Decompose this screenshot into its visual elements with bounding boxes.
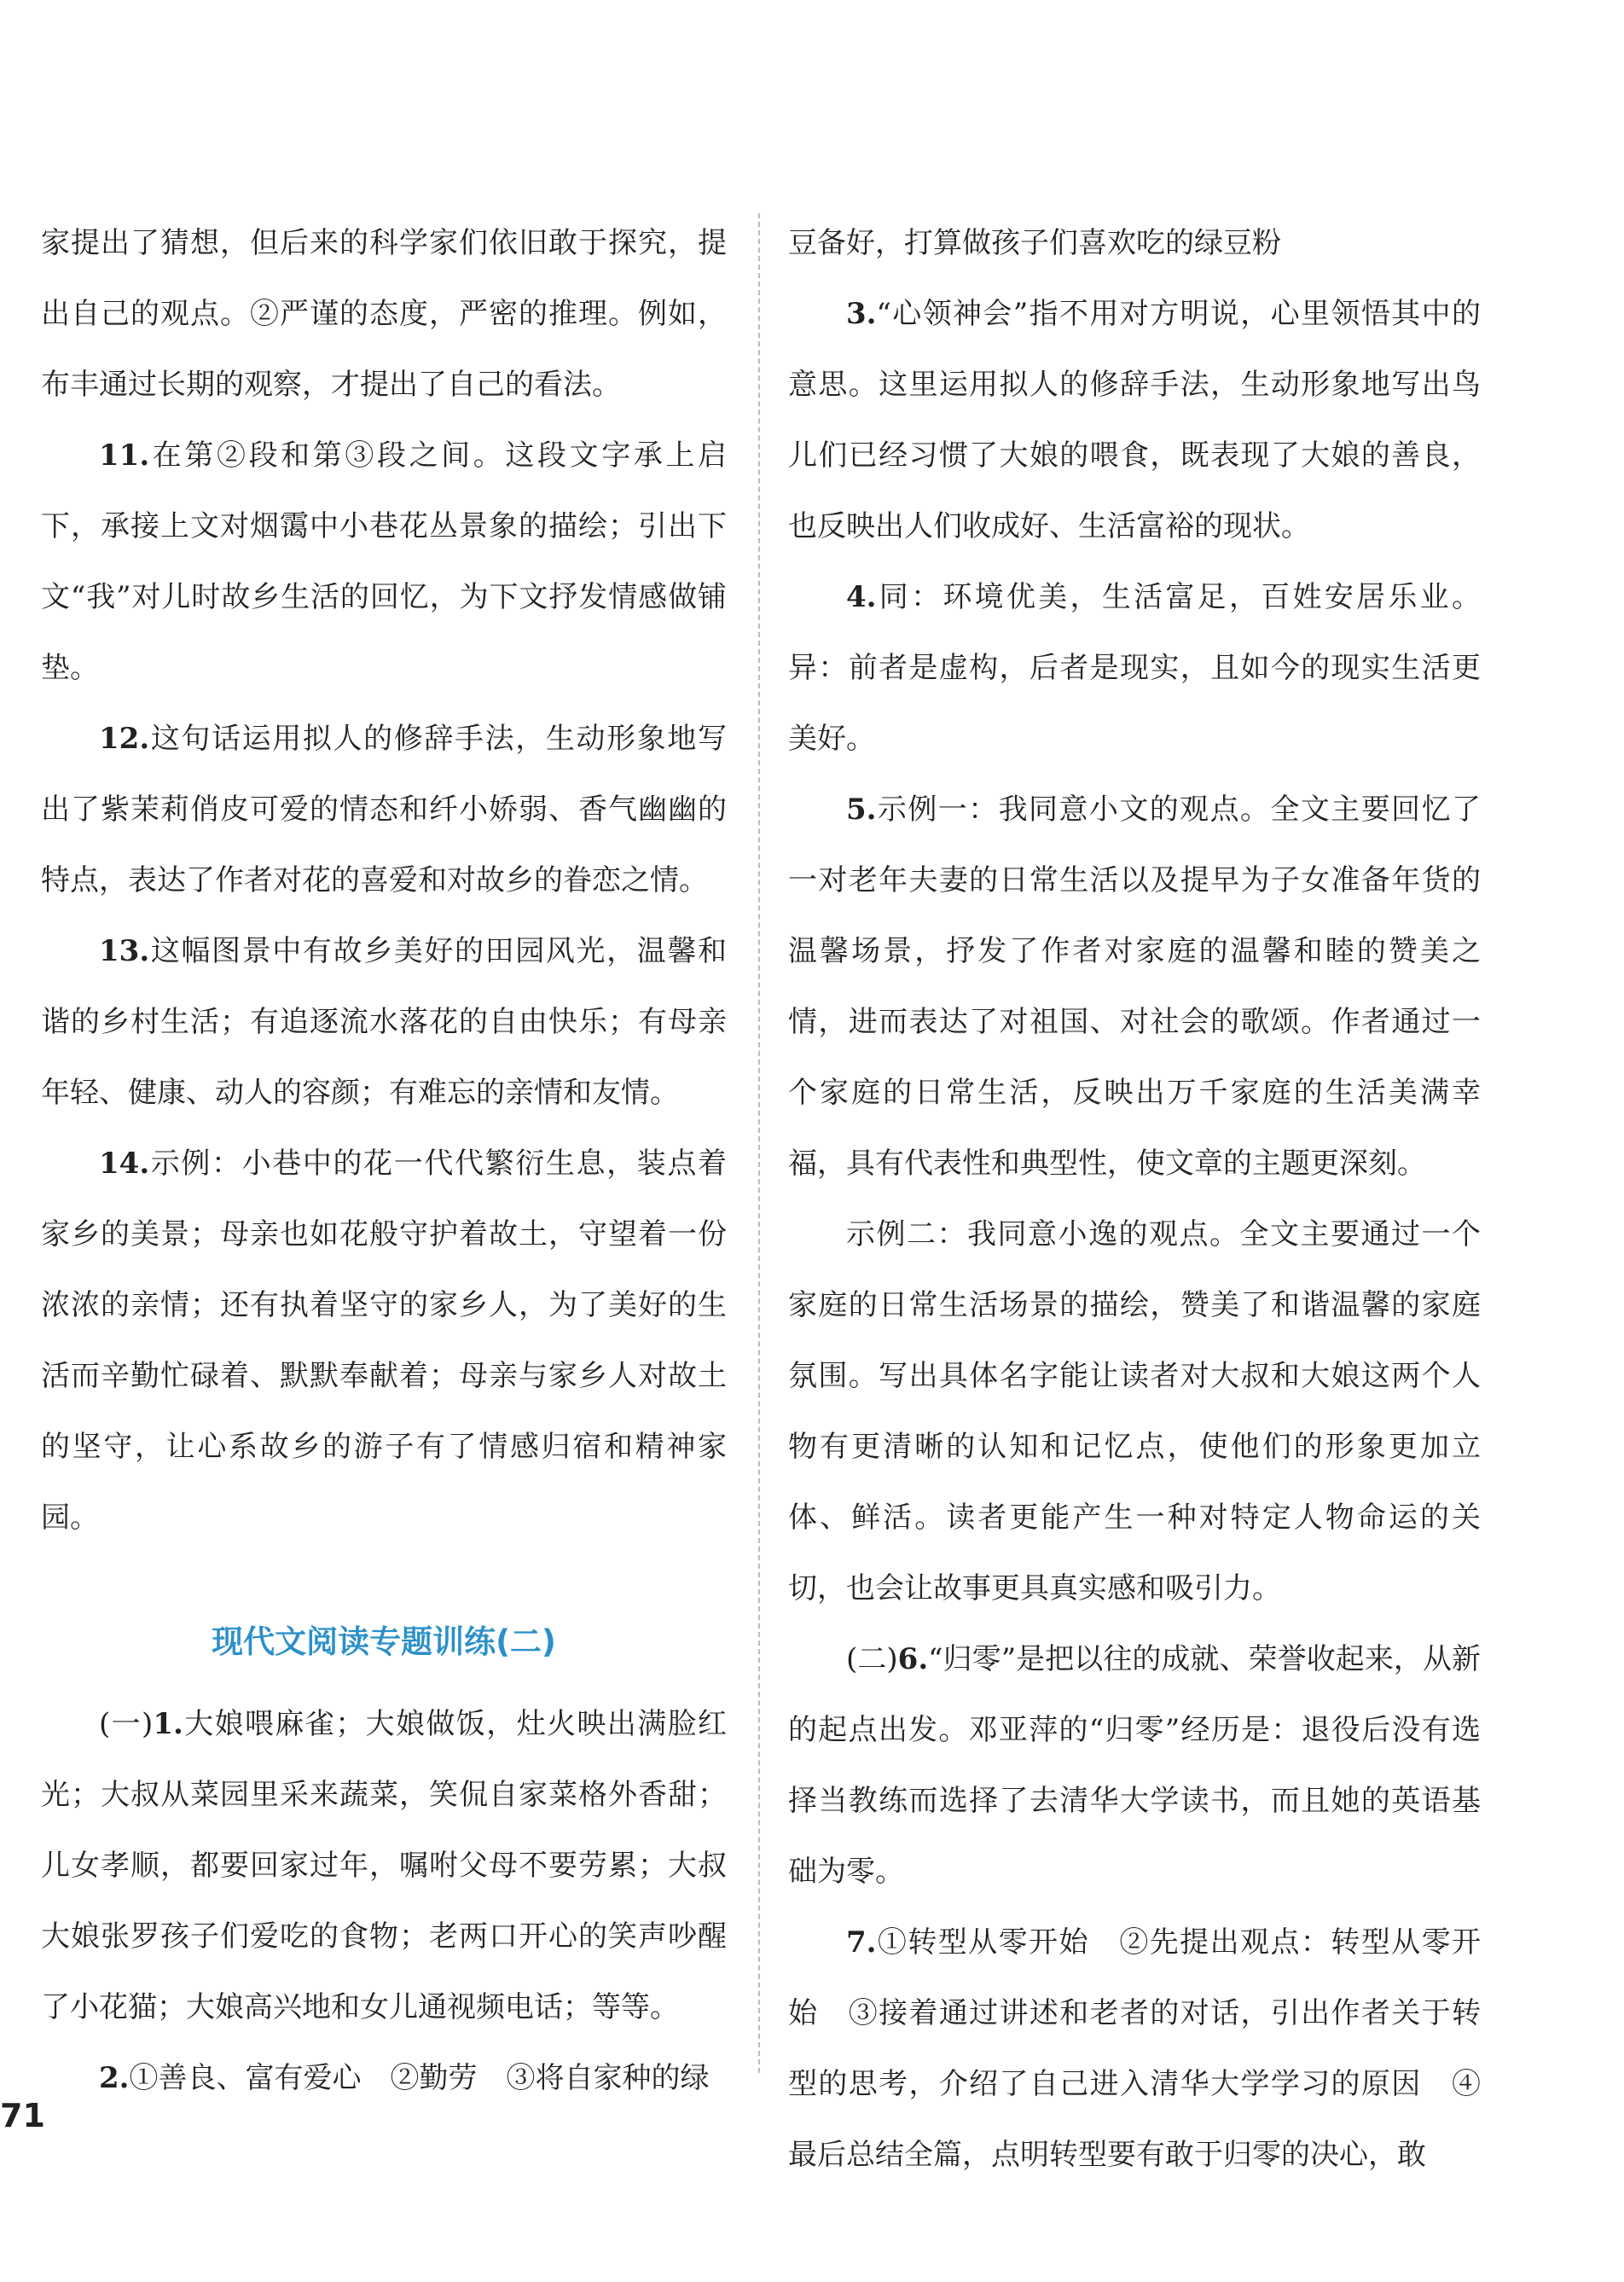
answer-4-number: 4. [846, 580, 877, 614]
answer-7-number: 7. [846, 1925, 877, 1960]
answer-2-number: 2. [99, 2061, 130, 2095]
answer-13 [41, 916, 727, 1129]
answer-11 [41, 421, 727, 704]
answer-7-text: ①转型从零开始 ②先提出观点：转型从零开始 ③接着通过讲述和老者的对话，引出作者关于转型的思考，介绍了自己进入清华大学学习的原因 ④最后总结全篇，点明转型要有敢于归零的决心，敢 [788, 1925, 1481, 2172]
answer-14-text: 示例：小巷中的花一代代繁衍生息，装点着家乡的美景；母亲也如花般守护着故土，守望着一份浓浓的亲情；还有执着坚守的家乡人，为了美好的生活而辛勤忙碌着、默默奉献着；母亲与家乡人对故土的坚守，让心系故乡的游子有了情感归宿和精神家园。 [41, 1147, 727, 1535]
answer-1-prefix: (一) [99, 1707, 154, 1741]
section-title: 现代文阅读专题训练(二) [212, 1623, 556, 1660]
answer-1-text: 大娘喂麻雀；大娘做饭，灶火映出满脸红光；大叔从菜园里采来蔬菜，笑侃自家菜格外香甜；儿女孝顺，都要回家过年，嘱咐父母不要劳累；大叔大娘张罗孩子们爱吃的食物；老两口开心的笑声吵醒了小花猫；大娘高兴地和女儿通视频电话；等等。 [41, 1707, 727, 2024]
page-number: 71 [0, 2097, 45, 2134]
answer-7 [788, 1907, 1481, 2191]
answer-3-text: “心领神会”指不用对方明说，心里领悟其中的意思。这里运用拟人的修辞手法，生动形象地写出鸟儿们已经习惯了大娘的喂食，既表现了大娘的善良，也反映出人们收成好、生活富裕的现状。 [788, 297, 1481, 543]
answer-6-text: “归零”是把以往的成就、荣誉收起来，从新的起点出发。邓亚萍的“归零”经历是：退役后没有选择当教练而选择了去清华大学读书，而且她的英语基础为零。 [788, 1642, 1482, 1889]
answer-3 [788, 279, 1481, 562]
right-continuation-paragraph: 豆备好，打算做孩子们喜欢吃的绿豆粉 [788, 226, 1281, 260]
column-divider [758, 213, 760, 2073]
answer-3-number: 3. [846, 297, 877, 331]
answer-11-number: 11. [99, 438, 150, 473]
answer-6-prefix: (二) [846, 1642, 898, 1676]
answer-5 [788, 775, 1481, 1199]
answer-2 [41, 2043, 727, 2114]
answer-12-text: 这句话运用拟人的修辞手法，生动形象地写出了紫茉莉俏皮可爱的情态和纤小娇弱、香气幽幽的特点，表达了作者对花的喜爱和对故乡的眷恋之情。 [41, 722, 727, 897]
answer-5-number: 5. [846, 793, 877, 827]
answer-6-number: 6. [897, 1642, 929, 1676]
left-continuation-paragraph: 家提出了猜想，但后来的科学家们依旧敢于探究，提出自己的观点。②严谨的态度，严密的推理。例如，布丰通过长期的观察，才提出了自己的看法。 [41, 226, 727, 402]
answer-1-number: 1. [153, 1707, 183, 1741]
answer-4 [788, 562, 1481, 775]
answer-13-number: 13. [99, 934, 150, 968]
answer-5-example-2: 示例二：我同意小逸的观点。全文主要通过一个家庭的日常生活场景的描绘，赞美了和谐温馨的家庭氛围。写出具体名字能让读者对大叔和大娘这两个人物有更清晰的认知和记忆点，使他们的形象更加立体、鲜活。读者更能产生一种对特定人物命运的关切，也会让故事更具真实感和吸引力。 [788, 1217, 1481, 1606]
answer-4-text: 同：环境优美，生活富足，百姓安居乐业。异：前者是虚构，后者是现实，且如今的现实生活更美好。 [788, 580, 1481, 756]
answer-14 [41, 1129, 727, 1553]
answer-11-text: 在第②段和第③段之间。这段文字承上启下，承接上文对烟霭中小巷花丛景象的描绘；引出下文“我”对儿时故乡生活的回忆，为下文抒发情感做铺垫。 [41, 438, 727, 685]
right-column [788, 208, 1481, 2191]
answer-12 [41, 704, 727, 916]
answer-2-text: ①善良、富有爱心 ②勤劳 ③将自家种的绿 [129, 2061, 710, 2095]
answer-12-number: 12. [99, 722, 150, 756]
answer-13-text: 这幅图景中有故乡美好的田园风光，温馨和谐的乡村生活；有追逐流水落花的自由快乐；有母亲年轻、健康、动人的容颜；有难忘的亲情和友情。 [41, 934, 727, 1110]
answer-6 [788, 1624, 1481, 1907]
left-column [41, 208, 727, 2114]
answer-5-text: 示例一：我同意小文的观点。全文主要回忆了一对老年夫妻的日常生活以及提早为子女准备年货的温馨场景，抒发了作者对家庭的温馨和睦的赞美之情，进而表达了对祖国、对社会的歌颂。作者通过一个家庭的日常生活，反映出万千家庭的生活美满幸福，具有代表性和典型性，使文章的主题更深刻。 [788, 793, 1481, 1181]
answer-1 [41, 1689, 727, 2043]
answer-14-number: 14. [99, 1147, 150, 1181]
